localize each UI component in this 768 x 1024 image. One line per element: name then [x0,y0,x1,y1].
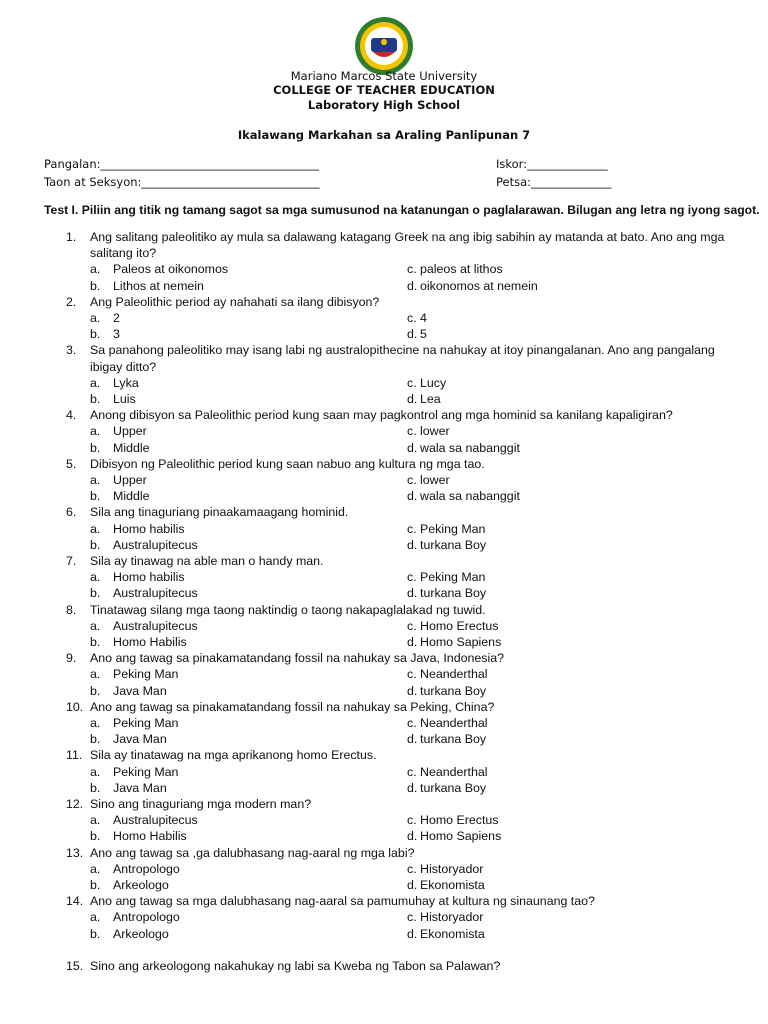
university-seal-icon [354,16,414,76]
option-text: Arkeologo [113,877,169,892]
answer-option[interactable] [407,828,707,844]
option-letter: b. [90,926,101,941]
option-text: 5 [420,327,427,342]
score-field: Iskor:______________ [496,157,608,171]
option-letter: a. [90,311,101,325]
answer-option[interactable] [90,634,390,650]
answer-option[interactable] [407,618,707,634]
answer-option[interactable] [407,909,707,925]
option-text: Lyka [113,375,139,390]
option-text: Homo habilis [113,570,185,585]
answer-option[interactable] [90,440,390,456]
question-item [0,504,768,553]
question-text: Dibisyon ng Paleolithic period kung saan nabuo ang kultura ng mga tao. [90,456,485,471]
question-number: 9. [66,651,77,666]
option-text: Australupitecus [113,537,198,552]
option-letter: b. [90,440,101,455]
option-text: Australupitecus [113,618,198,633]
answer-option[interactable] [407,877,707,893]
option-letter: d. [407,489,418,504]
option-letter: b. [90,489,101,504]
answer-option[interactable] [407,278,707,294]
question-item [0,796,768,845]
option-text: Lucy [420,375,447,390]
option-letter: a. [90,472,101,487]
option-text: Java Man [113,683,167,698]
option-text: 3 [113,327,120,342]
question-item [0,650,768,699]
question-number: 3. [66,343,77,358]
question-item [0,958,768,974]
option-text: Peking Man [113,764,179,779]
answer-option[interactable] [90,521,390,537]
option-letter: c. [407,910,417,925]
question-text: Sila ay tinawag na able man o handy man. [90,553,324,568]
options-grid [0,861,768,893]
question-number: 15. [66,958,84,973]
answer-option[interactable] [90,618,390,634]
answer-option[interactable] [90,828,390,844]
option-letter: d. [407,829,418,844]
option-letter: a. [90,521,101,536]
options-grid [0,715,768,747]
question-number: 5. [66,456,77,471]
answer-option[interactable] [90,488,390,504]
options-grid [0,261,768,293]
option-letter: b. [90,327,101,342]
question-item [0,407,768,456]
options-grid [0,375,768,407]
option-letter: a. [90,424,101,439]
answer-option[interactable] [90,926,390,942]
option-letter: c. [407,375,417,390]
answer-option[interactable] [407,391,707,407]
answer-option[interactable] [407,764,707,780]
option-letter: c. [407,715,417,730]
option-text: turkana Boy [420,537,487,552]
question-text: Anong dibisyon sa Paleolithic period kung saan may pagkontrol ang mga hominid sa kanilang kapaligiran? [90,408,673,423]
option-text: Peking Man [420,570,486,585]
option-letter: a. [90,570,101,585]
test-instruction: Test I. Piliin ang titik ng tamang sagot sa mga sumusunod na katanungan o paglalarawan. Bilugan ang letra ng iyong sagot. [44,203,760,217]
question-item [0,456,768,505]
option-letter: c. [407,618,417,633]
answer-option[interactable] [90,391,390,407]
option-text: paleos at lithos [420,262,503,277]
option-letter: d. [407,327,418,342]
option-letter: c. [407,861,417,876]
option-letter: a. [90,262,101,277]
option-text: Homo Erectus [420,813,499,828]
question-text: Ano ang tawag sa mga dalubhasang nag-aaral sa pamumuhay at kultura ng sinaunang tao? [90,894,595,909]
answer-option[interactable] [407,731,707,747]
option-text: 2 [113,311,120,325]
option-letter: a. [90,764,101,779]
question-number: 2. [66,294,77,309]
answer-option[interactable] [407,780,707,796]
option-letter: c. [407,521,417,536]
options-grid [0,909,768,941]
question-number: 7. [66,553,77,568]
question-number: 6. [66,505,77,520]
options-grid [0,472,768,504]
question-number: 11. [66,748,83,763]
answer-option[interactable] [407,634,707,650]
answer-option[interactable] [407,440,707,456]
answer-option[interactable] [407,861,707,877]
question-number: 4. [66,408,77,423]
options-grid [0,812,768,844]
option-letter: a. [90,618,101,633]
option-text: Homo Habilis [113,634,187,649]
answer-option[interactable] [407,926,707,942]
options-grid [0,521,768,553]
question-text: Sino ang tinaguriang mga modern man? [90,796,312,811]
question-number: 8. [66,602,77,617]
date-field: Petsa:______________ [496,175,612,189]
option-letter: b. [90,391,101,406]
question-text: Ang salitang paleolitiko ay mula sa dalawang katagang Greek na ang ibig sabihin ay matanda at bato. Ano ang mga salitang ito? [90,230,725,261]
option-letter: a. [90,861,101,876]
option-letter: b. [90,634,101,649]
option-letter: c. [407,570,417,585]
option-text: Java Man [113,780,167,795]
question-item [0,747,768,796]
answer-option[interactable] [90,764,390,780]
option-letter: a. [90,715,101,730]
option-text: Paleos at oikonomos [113,262,229,277]
option-text: Historyador [420,910,484,925]
section-field: Taon at Seksyon:_______________________________ [44,175,320,189]
answer-option[interactable] [407,423,707,439]
option-text: wala sa nabanggit [420,489,520,504]
option-letter: a. [90,375,101,390]
option-text: Peking Man [113,667,179,682]
college-name: COLLEGE OF TEACHER EDUCATION [273,83,495,97]
answer-option[interactable] [407,326,707,342]
option-text: Historyador [420,861,484,876]
question-number: 12. [66,796,84,811]
answer-option[interactable] [90,683,390,699]
question-number: 13. [66,845,84,860]
option-letter: a. [90,667,101,682]
option-letter: d. [407,634,418,649]
option-text: turkana Boy [420,780,487,795]
option-text: Neanderthal [420,715,488,730]
answer-option[interactable] [407,472,707,488]
question-text: Sa panahong paleolitiko may isang labi ng australopithecine na nahukay at itoy pinangalanan. Ano ang pangalang ibigay ditto? [90,343,715,374]
answer-option[interactable] [90,261,390,277]
option-text: Australupitecus [113,586,198,601]
option-text: Lea [420,391,441,406]
answer-option[interactable] [407,569,707,585]
answer-option[interactable] [90,569,390,585]
option-letter: c. [407,311,417,325]
option-letter: b. [90,732,101,747]
answer-option[interactable] [90,278,390,294]
question-text: Tinatawag silang mga taong naktindig o taong nakapaglalakad ng tuwid. [90,602,486,617]
question-number: 10. [66,699,84,714]
answer-option[interactable] [407,666,707,682]
answer-option[interactable] [90,310,390,326]
exam-title: Ikalawang Markahan sa Araling Panlipunan 7 [237,128,531,142]
answer-option[interactable] [407,310,707,326]
option-letter: a. [90,910,101,925]
option-text: Neanderthal [420,764,488,779]
answer-option[interactable] [407,375,707,391]
option-text: Neanderthal [420,667,488,682]
question-list [0,229,768,974]
option-text: Homo Habilis [113,829,187,844]
option-letter: d. [407,683,418,698]
option-text: Homo Erectus [420,618,499,633]
answer-option[interactable] [90,375,390,391]
answer-option[interactable] [90,585,390,601]
option-letter: d. [407,391,418,406]
university-name: Mariano Marcos State University [290,69,478,83]
answer-option[interactable] [407,488,707,504]
option-text: turkana Boy [420,683,487,698]
option-text: Peking Man [113,715,179,730]
option-letter: d. [407,877,418,892]
option-letter: b. [90,537,101,552]
answer-option[interactable] [407,812,707,828]
option-text: Homo Sapiens [420,829,502,844]
option-letter: b. [90,683,101,698]
option-letter: d. [407,586,418,601]
answer-option[interactable] [90,731,390,747]
question-item [0,229,768,294]
option-letter: d. [407,926,418,941]
question-number: 1. [66,230,77,244]
option-text: 4 [420,311,427,325]
option-text: Upper [113,472,147,487]
name-field: Pangalan:______________________________________ [44,157,320,171]
question-text: Ano ang tawag sa ,ga dalubhasang nag-aaral ng mga labi? [90,845,415,860]
option-text: Antropologo [113,910,180,925]
option-text: Homo Sapiens [420,634,502,649]
answer-option[interactable] [90,780,390,796]
option-letter: b. [90,586,101,601]
answer-option[interactable] [90,861,390,877]
question-text: Sila ay tinatawag na mga aprikanong homo Erectus. [90,748,377,763]
answer-option[interactable] [90,666,390,682]
option-text: Antropologo [113,861,180,876]
question-item [0,699,768,748]
answer-option[interactable] [90,326,390,342]
question-text: Sino ang arkeologong nakahukay ng labi sa Kweba ng Tabon sa Palawan? [90,958,501,973]
option-text: Australupitecus [113,813,198,828]
option-text: Ekonomista [420,926,485,941]
option-letter: c. [407,262,417,277]
option-letter: d. [407,278,418,293]
option-letter: c. [407,764,417,779]
options-grid [0,310,768,342]
option-letter: b. [90,829,101,844]
option-letter: d. [407,780,418,795]
option-letter: c. [407,472,417,487]
options-grid [0,423,768,455]
option-text: lower [420,472,450,487]
school-name: Laboratory High School [307,98,461,112]
option-letter: b. [90,278,101,293]
question-item [0,893,768,942]
answer-option[interactable] [90,537,390,553]
option-letter: d. [407,537,418,552]
answer-option[interactable] [407,585,707,601]
option-text: turkana Boy [420,586,487,601]
answer-option[interactable] [407,521,707,537]
option-text: turkana Boy [420,732,487,747]
answer-option[interactable] [90,472,390,488]
option-letter: d. [407,440,418,455]
question-text: Ang Paleolithic period ay nahahati sa ilang dibisyon? [90,294,380,309]
answer-option[interactable] [90,877,390,893]
option-letter: a. [90,813,101,828]
question-item [0,342,768,407]
question-item [0,553,768,602]
option-text: Luis [113,391,136,406]
option-text: oikonomos at nemein [420,278,538,293]
option-text: wala sa nabanggit [420,440,520,455]
answer-option[interactable] [90,909,390,925]
option-letter: b. [90,877,101,892]
option-text: Peking Man [420,521,486,536]
question-text: Ano ang tawag sa pinakamatandang fossil na nahukay sa Java, Indonesia? [90,651,504,666]
option-letter: c. [407,667,417,682]
option-letter: b. [90,780,101,795]
option-text: Arkeologo [113,926,169,941]
question-item [0,294,768,343]
answer-option[interactable] [90,715,390,731]
option-text: Middle [113,440,150,455]
question-text: Ano ang tawag sa pinakamatandang fossil na nahukay sa Peking, China? [90,699,495,714]
answer-option[interactable] [407,715,707,731]
option-letter: c. [407,813,417,828]
question-number: 14. [66,894,84,909]
answer-option[interactable] [90,812,390,828]
question-text: Sila ang tinaguriang pinaakamaagang hominid. [90,505,349,520]
options-grid [0,764,768,796]
answer-option[interactable] [407,537,707,553]
answer-option[interactable] [90,423,390,439]
question-item [0,845,768,894]
option-text: Java Man [113,732,167,747]
question-item [0,602,768,651]
option-text: Lithos at nemein [113,278,204,293]
answer-option[interactable] [407,261,707,277]
option-text: Homo habilis [113,521,185,536]
option-letter: c. [407,424,417,439]
options-grid [0,618,768,650]
option-text: lower [420,424,450,439]
option-text: Middle [113,489,150,504]
answer-option[interactable] [407,683,707,699]
option-text: Ekonomista [420,877,485,892]
option-letter: d. [407,732,418,747]
options-grid [0,666,768,698]
options-grid [0,569,768,601]
option-text: Upper [113,424,147,439]
